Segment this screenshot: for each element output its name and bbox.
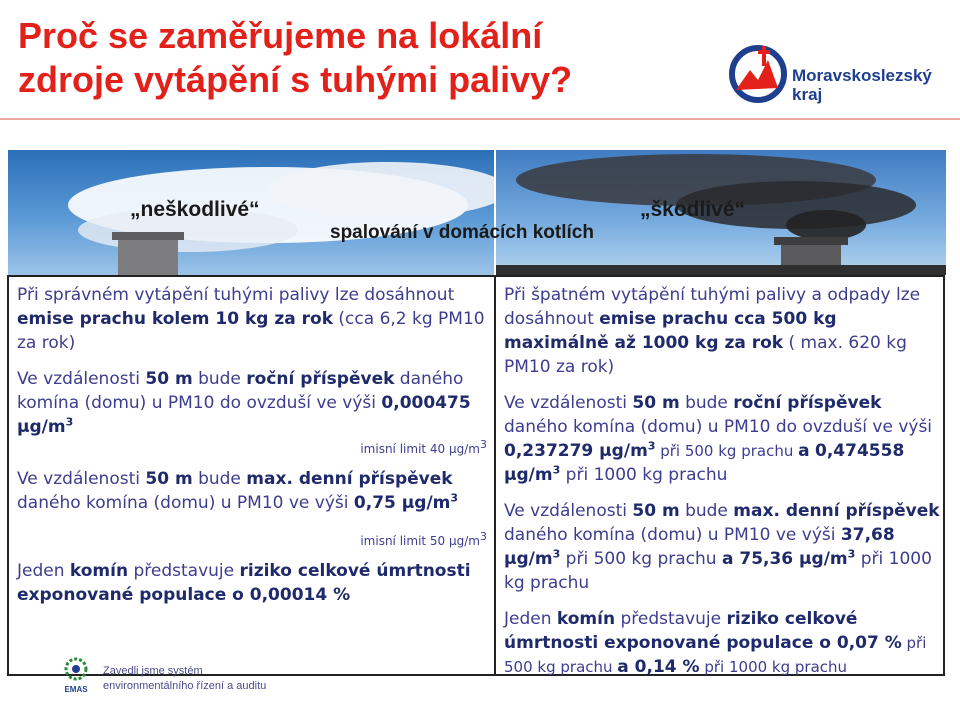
right-annual-contribution: Ve vzdálenosti 50 m bude roční příspěvek daného komína (domu) u PM10 do ovzduší ve výši 0,237279 $\mu g/m^3$ při 500 kg prachu a 0,474558 $\mu g/m^3$ při 1000 kg prachu — [504, 393, 933, 485]
annual-limit-note: imisní limit 40 $\mu g/m^3$ — [360, 438, 487, 456]
column-divider — [494, 275, 496, 676]
column-harmless — [17, 283, 487, 619]
left-mortality-risk: Jeden komín představuje riziko celkové úmrtnosti exponované populace o 0,00014 % — [17, 561, 471, 605]
left-daily-contribution: Ve vzdálenosti 50 m bude max. denní příspěvek daného komína (domu) u PM10 ve výši 0,75 $\mu g/m^3$ — [17, 469, 459, 513]
page-title: Proč se zaměřujeme na lokální zdroje vytápění s tuhými palivy? — [18, 15, 573, 100]
label-harmful: „škodlivé“ — [640, 198, 746, 221]
right-emission-text: Při špatném vytápění tuhými palivy a odpady lze dosáhnout emise prachu cca 500 kg maximálně až 1000 kg za rok ( max. 620 kg PM10 za rok) — [504, 285, 921, 377]
right-daily-contribution: Ve vzdálenosti 50 m bude max. denní příspěvek daného komína (domu) u PM10 ve výši 37,68 $\mu g/m^3$ při 500 kg prachu a 75,36 $\mu g/m^3$ při 1000 kg prachu — [504, 501, 940, 593]
left-emission-text: Při správném vytápění tuhými palivy lze dosáhnout emise prachu kolem 10 kg za rok (cca 6,2 kg PM10 za rok) — [17, 285, 485, 353]
title-divider — [0, 118, 960, 120]
label-harmless: „neškodlivé“ — [130, 198, 260, 221]
right-mortality-risk: Jeden komín představuje riziko celkové úmrtnosti exponované populace o 0,07 % při 500 kg prachu a 0,14 % při 1000 kg prachu — [504, 609, 927, 677]
emas-logo — [62, 656, 90, 696]
logo-line2: kraj — [792, 85, 823, 104]
column-harmful — [504, 283, 940, 691]
logo-text — [792, 66, 932, 104]
left-annual-contribution: Ve vzdálenosti 50 m bude roční příspěvek daného komína (domu) u PM10 do ovzduší ve výši 0,000475 $\mu g/m^3$ — [17, 369, 471, 437]
label-domestic-boilers: spalování v domácích kotlích — [330, 222, 594, 243]
emas-label: EMAS — [64, 685, 88, 694]
footer-note: Zavedli jsme systém environmentálního řízení a auditu — [103, 665, 267, 692]
logo-line1: Moravskoslezský — [792, 66, 932, 85]
daily-limit-note: imisní limit 50 $\mu g/m^3$ — [360, 530, 487, 548]
